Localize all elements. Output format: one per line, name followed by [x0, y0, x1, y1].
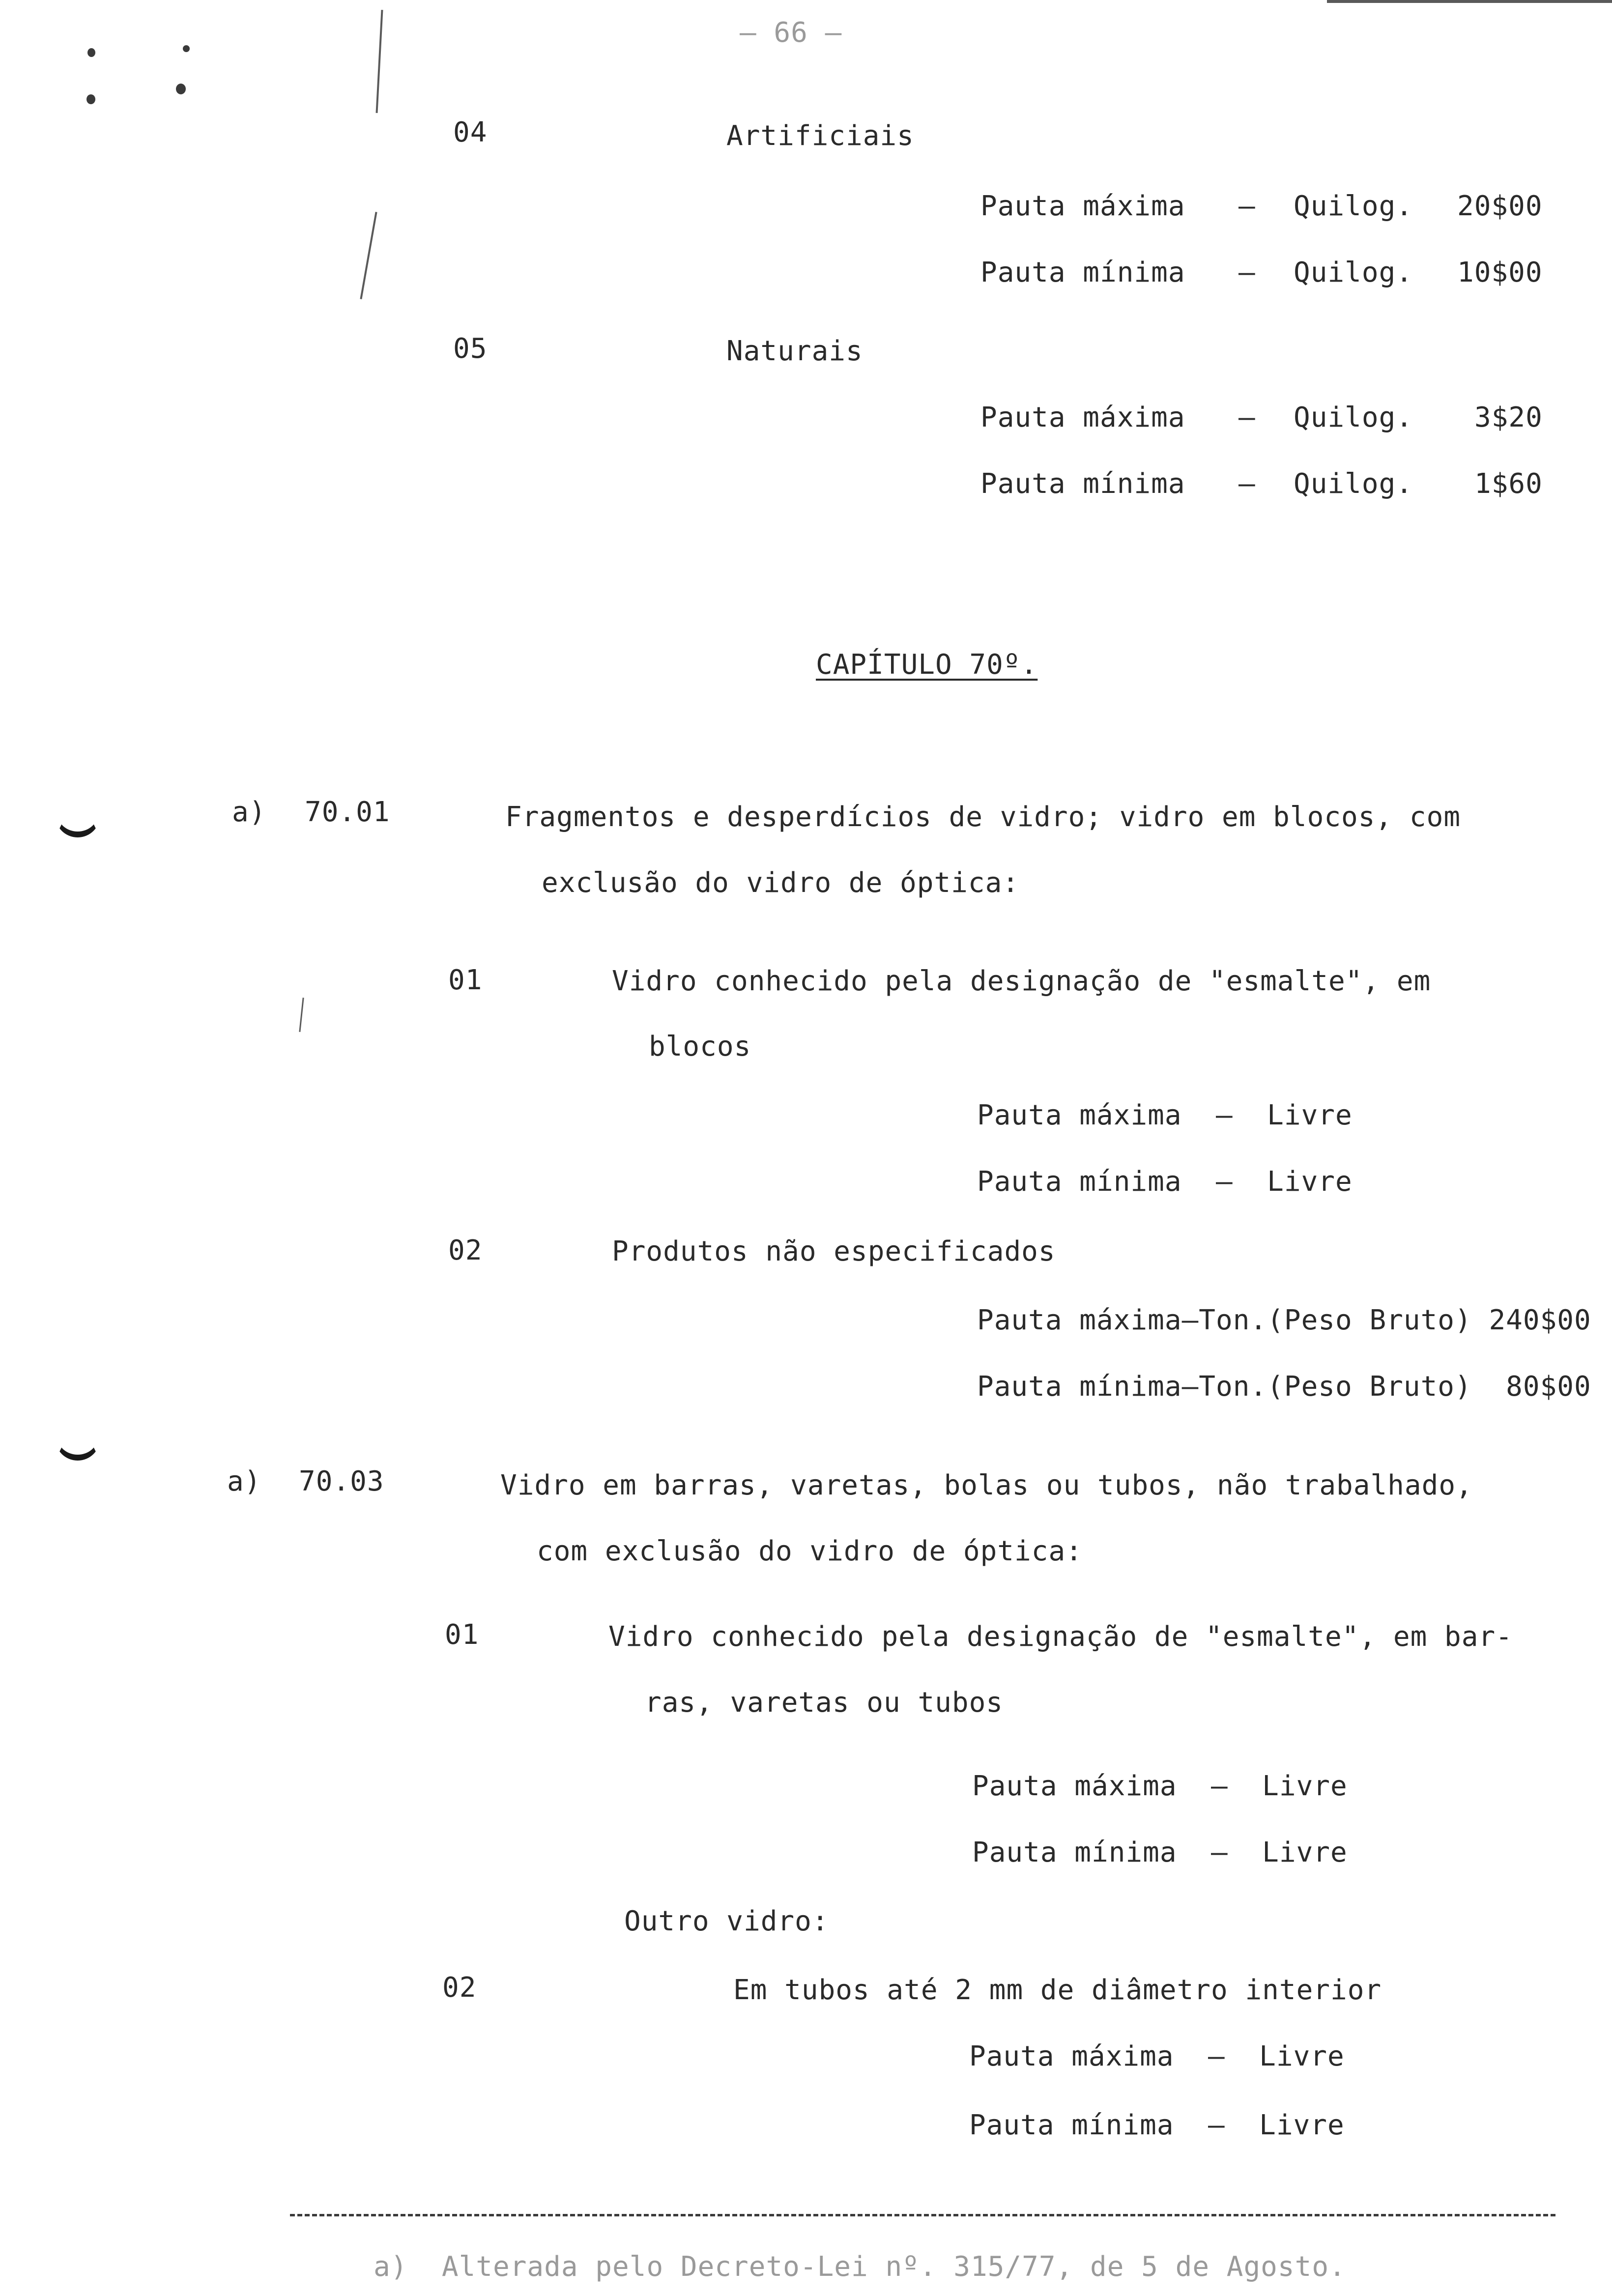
section-title: Artificiais: [726, 120, 914, 152]
subitem-description: Vidro conhecido pela designação de "esmalte", em: [612, 965, 1431, 997]
item-code: 70.01: [305, 796, 390, 828]
tariff-row: Pauta máxima–Ton.(Peso Bruto) 240$00: [977, 1304, 1591, 1336]
item-description: Vidro em barras, varetas, bolas ou tubos, não trabalhado,: [500, 1469, 1473, 1501]
scan-speck: [87, 48, 95, 57]
binding-hole-mark: [55, 1433, 100, 1461]
tariff-row: Pauta máxima – Livre: [977, 1099, 1353, 1131]
tariff-value: 10$00: [1457, 257, 1543, 288]
subsection-heading: Outro vidro:: [624, 1905, 829, 1937]
subitem-description: Produtos não especificados: [612, 1235, 1056, 1267]
binding-hole-mark: [55, 810, 100, 837]
scan-stroke: [376, 10, 383, 113]
tariff-unit: Quilog.: [1294, 468, 1413, 500]
scan-stroke: [360, 212, 377, 299]
tariff-label: Pauta mínima: [980, 257, 1185, 288]
scan-stroke: [299, 998, 304, 1032]
scan-speck: [86, 94, 95, 104]
tariff-unit: Quilog.: [1294, 190, 1413, 222]
tariff-row: Pauta máxima – Livre: [972, 1770, 1348, 1802]
tariff-value: 20$00: [1457, 190, 1543, 222]
scan-speck: [176, 84, 186, 94]
tariff-label: Pauta mínima: [980, 468, 1185, 500]
tariff-row: Pauta mínima – Livre: [969, 2109, 1345, 2141]
subitem-code: 01: [448, 964, 483, 996]
item-mark: a): [232, 796, 266, 828]
subitem-code: 02: [448, 1234, 483, 1266]
page-number: — 66 —: [740, 17, 842, 49]
tariff-row: Pauta mínima – Livre: [977, 1166, 1353, 1198]
tariff-dash: –: [1238, 190, 1256, 222]
item-mark: a): [227, 1465, 261, 1497]
tariff-row: Pauta mínima – Livre: [972, 1837, 1348, 1868]
section-title: Naturais: [726, 335, 863, 367]
tariff-unit: Quilog.: [1294, 402, 1413, 433]
subitem-description: Em tubos até 2 mm de diâmetro interior: [733, 1974, 1382, 2006]
item-description: exclusão do vidro de óptica:: [542, 867, 1020, 899]
tariff-value: 3$20: [1474, 402, 1543, 433]
subitem-description: blocos: [649, 1031, 751, 1062]
subitem-code: 02: [442, 1972, 477, 2004]
scan-stroke: [1327, 0, 1612, 3]
chapter-title: CAPÍTULO 70º.: [816, 649, 1038, 681]
section-code: 05: [453, 333, 488, 365]
tariff-row: Pauta mínima–Ton.(Peso Bruto) 80$00: [977, 1371, 1591, 1403]
tariff-dash: –: [1238, 468, 1256, 500]
tariff-dash: –: [1238, 402, 1256, 433]
tariff-value: 1$60: [1474, 468, 1543, 500]
tariff-dash: –: [1238, 257, 1256, 288]
section-code: 04: [453, 116, 488, 148]
footnote-rule: [290, 2214, 1555, 2216]
item-code: 70.03: [299, 1465, 384, 1497]
subitem-description: Vidro conhecido pela designação de "esmalte", em bar-: [608, 1621, 1513, 1653]
subitem-code: 01: [445, 1619, 479, 1651]
tariff-row: Pauta máxima – Livre: [969, 2040, 1345, 2072]
subitem-description: ras, varetas ou tubos: [645, 1687, 1004, 1719]
item-description: Fragmentos e desperdícios de vidro; vidro em blocos, com: [505, 801, 1461, 833]
tariff-label: Pauta máxima: [980, 402, 1185, 433]
tariff-unit: Quilog.: [1294, 257, 1413, 288]
tariff-label: Pauta máxima: [980, 190, 1185, 222]
scan-speck: [183, 45, 190, 52]
item-description: com exclusão do vidro de óptica:: [537, 1535, 1083, 1567]
footnote: a) Alterada pelo Decreto-Lei nº. 315/77, de 5 de Agosto.: [374, 2251, 1346, 2283]
